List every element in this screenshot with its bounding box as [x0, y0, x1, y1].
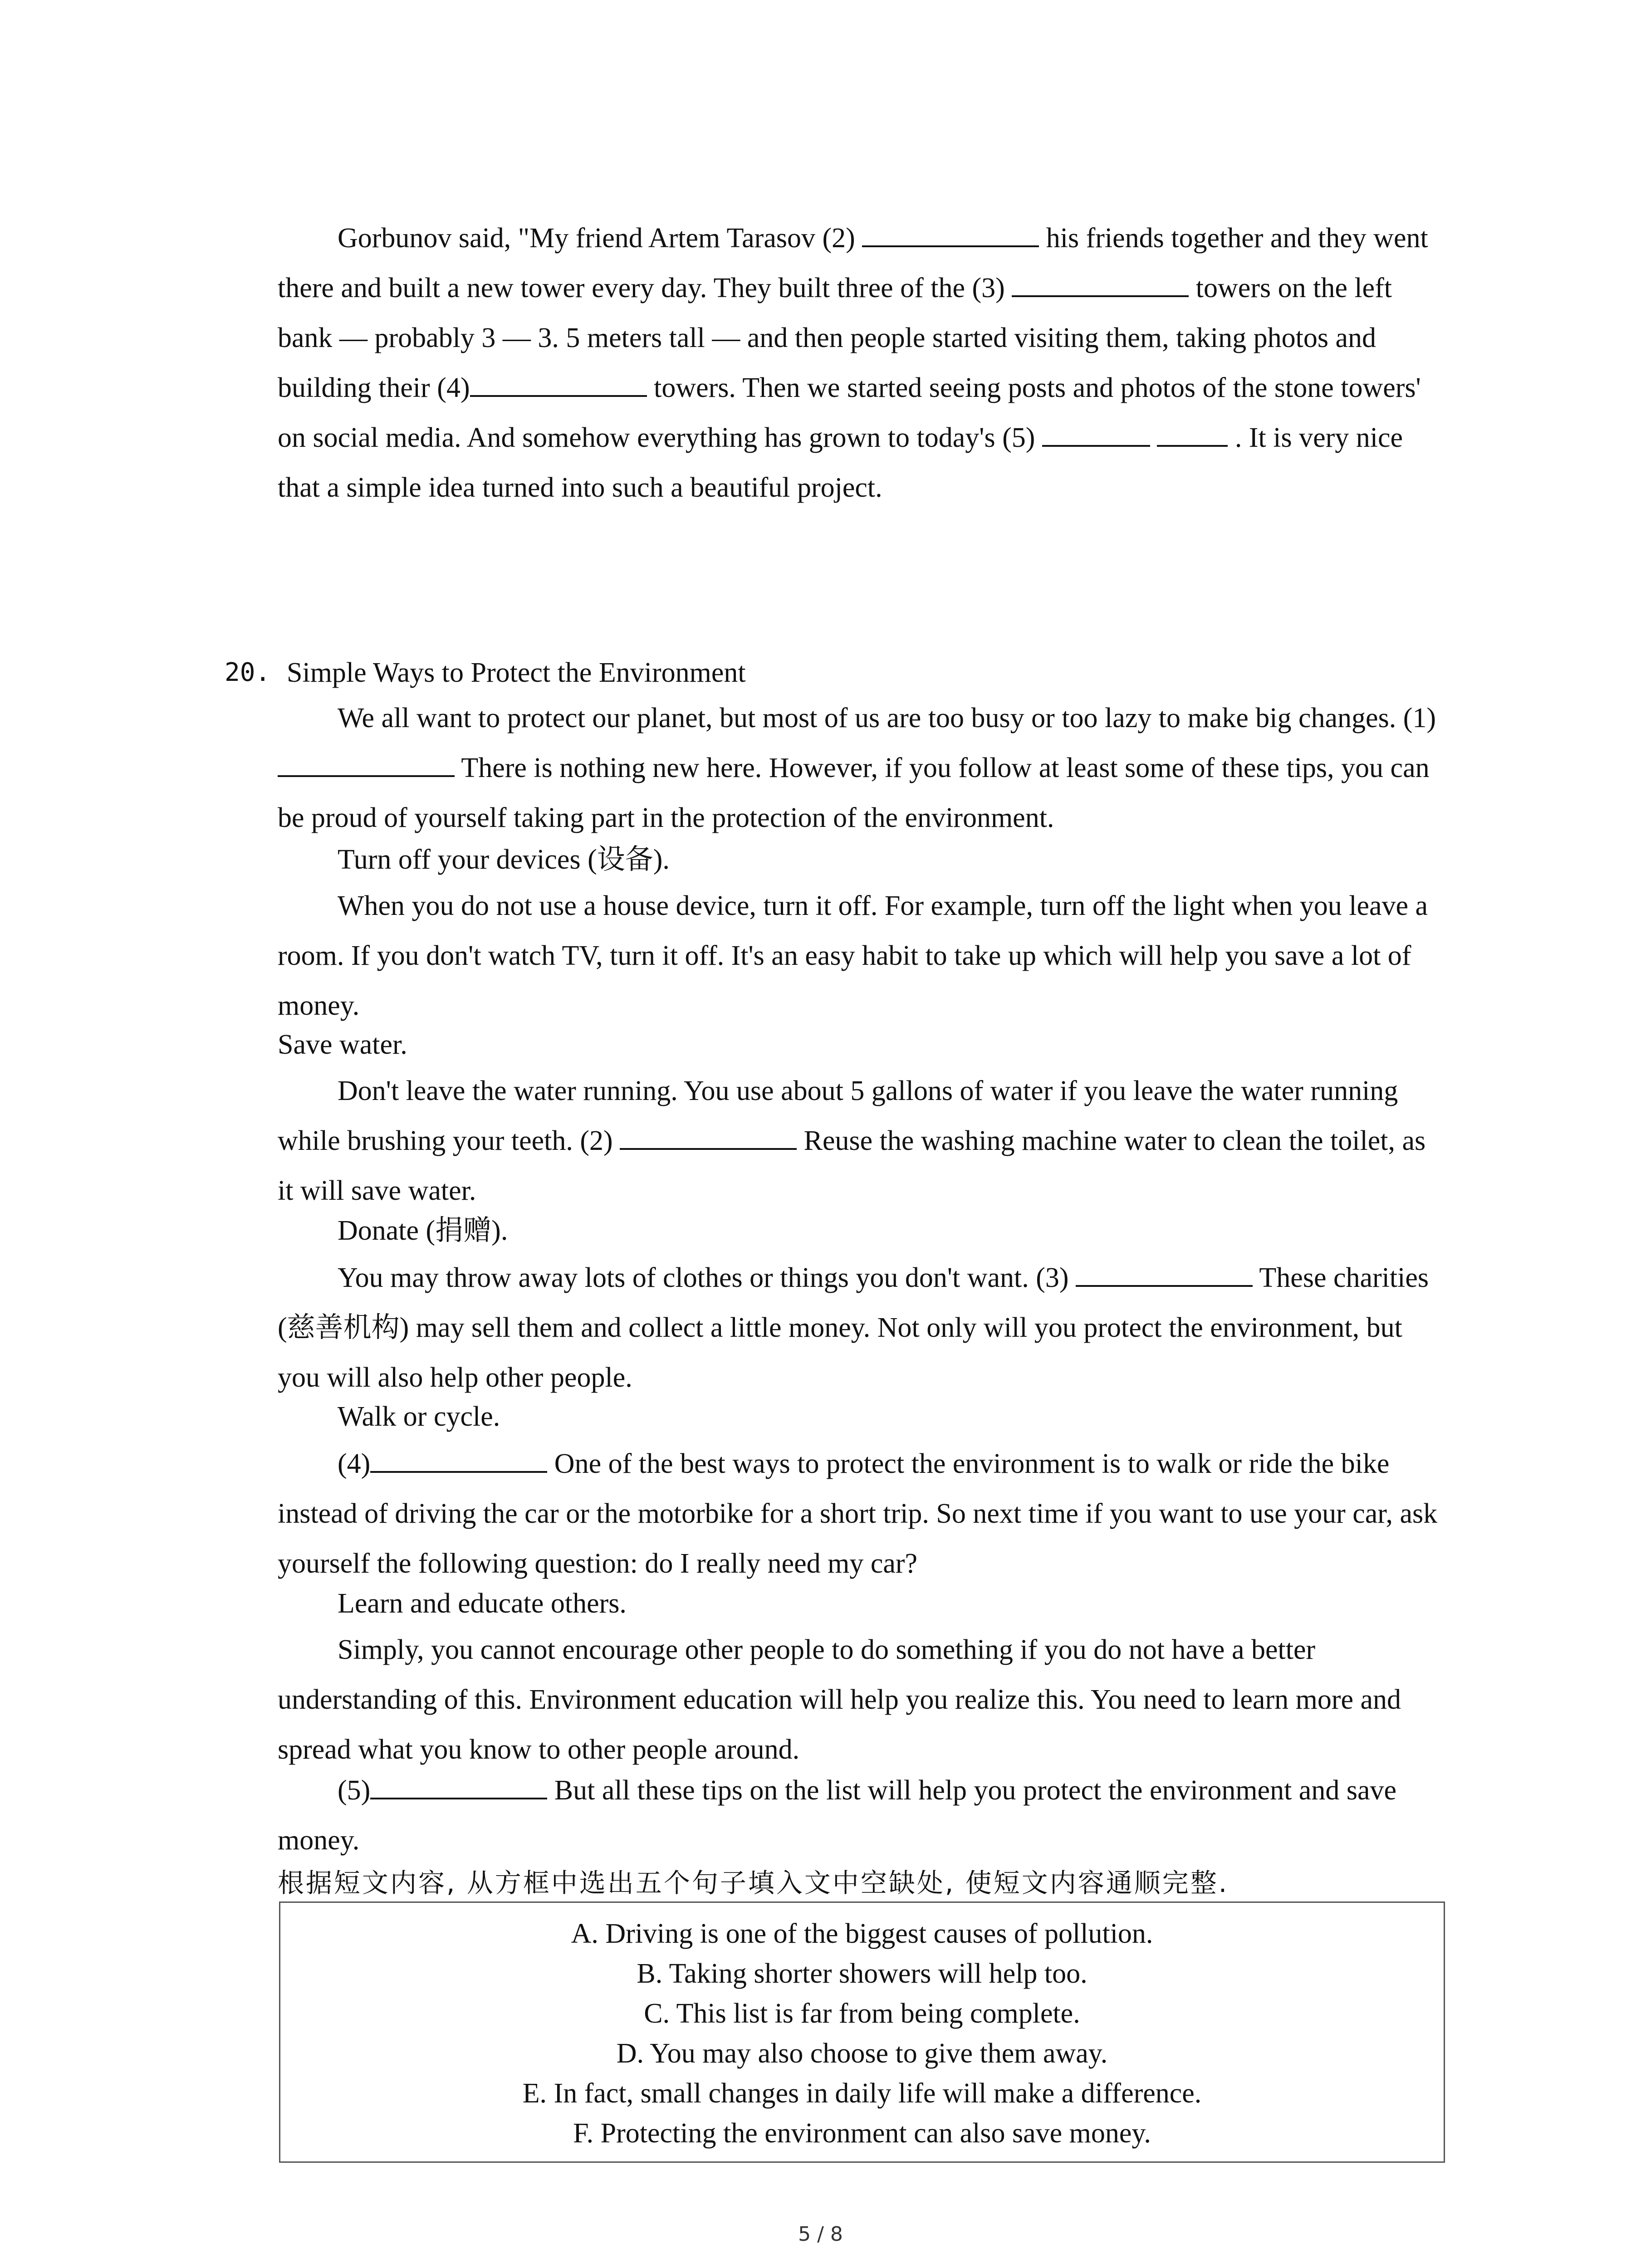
instruction-text: 根据短文内容, 从方框中选出五个句子填入文中空缺处, 使短文内容通顺完整. — [278, 1867, 1229, 1898]
blank-q20-5[interactable] — [370, 1773, 547, 1799]
paragraph-walk-cycle: (4) One of the best ways to protect the environment is to walk or ride the bike instead of driving the car or the motorbike for a short trip. So next time if you want to use your car, ask yourself the following question: do I really need my car? — [278, 1439, 1448, 1589]
question-number: 20. — [225, 658, 271, 687]
passage-19-paragraph: Gorbunov said, "My friend Artem Tarasov (2) his friends together and they went there and built a new tower every day. They built three of the (3) towers on the left bank — probably 3 — 3. 5 meters tall — and then people started visiting them, taking photos and building their (4) towers. Then we started seeing posts and photos of the stone towers' on social media. And somehow everything has grown to today's (5) . It is very nice that a simple idea turned into such a beautiful project. — [278, 213, 1448, 513]
paragraph-learn-educate: Simply, you cannot encourage other people to do something if you do not have a better understanding of this. Environment education will help you realize this. You need to learn more and spread what you know to other people around. — [278, 1634, 1401, 1765]
blank-q20-4[interactable] — [370, 1447, 547, 1473]
heading-devices: Turn off your devices (设备). — [338, 844, 670, 875]
blank-5a[interactable] — [1042, 420, 1150, 447]
options-box — [279, 1901, 1445, 2163]
paragraph-save-water: Don't leave the water running. You use about 5 gallons of water if you leave the water running while brushing your teeth. (2) Reuse the washing machine water to clean the toilet, as it will save water. — [278, 1075, 1426, 1206]
option-e: E. In fact, small changes in daily life will make a difference. — [522, 2078, 1202, 2109]
passage-title: Simple Ways to Protect the Environment — [287, 657, 746, 688]
page-number: 5 / 8 — [798, 2223, 843, 2246]
heading-learn-educate: Learn and educate others. — [338, 1588, 627, 1619]
blank-q20-1[interactable] — [278, 751, 455, 777]
blank-q20-2[interactable] — [620, 1124, 797, 1150]
blank-5b[interactable] — [1157, 420, 1228, 447]
option-a: A. Driving is one of the biggest causes of pollution. — [571, 1918, 1153, 1949]
option-d: D. You may also choose to give them away. — [616, 2038, 1108, 2069]
option-c: C. This list is far from being complete. — [644, 1998, 1080, 2029]
paragraph-conclusion: (5) But all these tips on the list will help you protect the environment and save money. — [278, 1765, 1448, 1865]
intro-paragraph: We all want to protect our planet, but most of us are too busy or too lazy to make big changes. (1) There is nothing new here. However, if you follow at least some of these tips, you can be proud of yourself taking part in the protection of the environment. — [278, 703, 1436, 833]
option-b: B. Taking shorter showers will help too. — [637, 1958, 1087, 1989]
blank-2[interactable] — [862, 221, 1039, 247]
heading-walk-cycle: Walk or cycle. — [338, 1401, 500, 1432]
blank-q20-3[interactable] — [1076, 1261, 1253, 1287]
blank-4[interactable] — [470, 371, 647, 397]
blank-3[interactable] — [1012, 271, 1189, 297]
heading-donate: Donate (捐赠). — [338, 1215, 508, 1246]
option-f: F. Protecting the environment can also save money. — [573, 2118, 1151, 2149]
heading-save-water: Save water. — [278, 1029, 407, 1060]
paragraph-devices: When you do not use a house device, turn it off. For example, turn off the light when you leave a room. If you don't watch TV, turn it off. It's an easy habit to take up which will help you save a lot of money. — [278, 890, 1428, 1021]
paragraph-donate: You may throw away lots of clothes or things you don't want. (3) These charities (慈善机构) may sell them and collect a little money. Not only will you protect the environment, but you will also help other people. — [278, 1253, 1448, 1403]
